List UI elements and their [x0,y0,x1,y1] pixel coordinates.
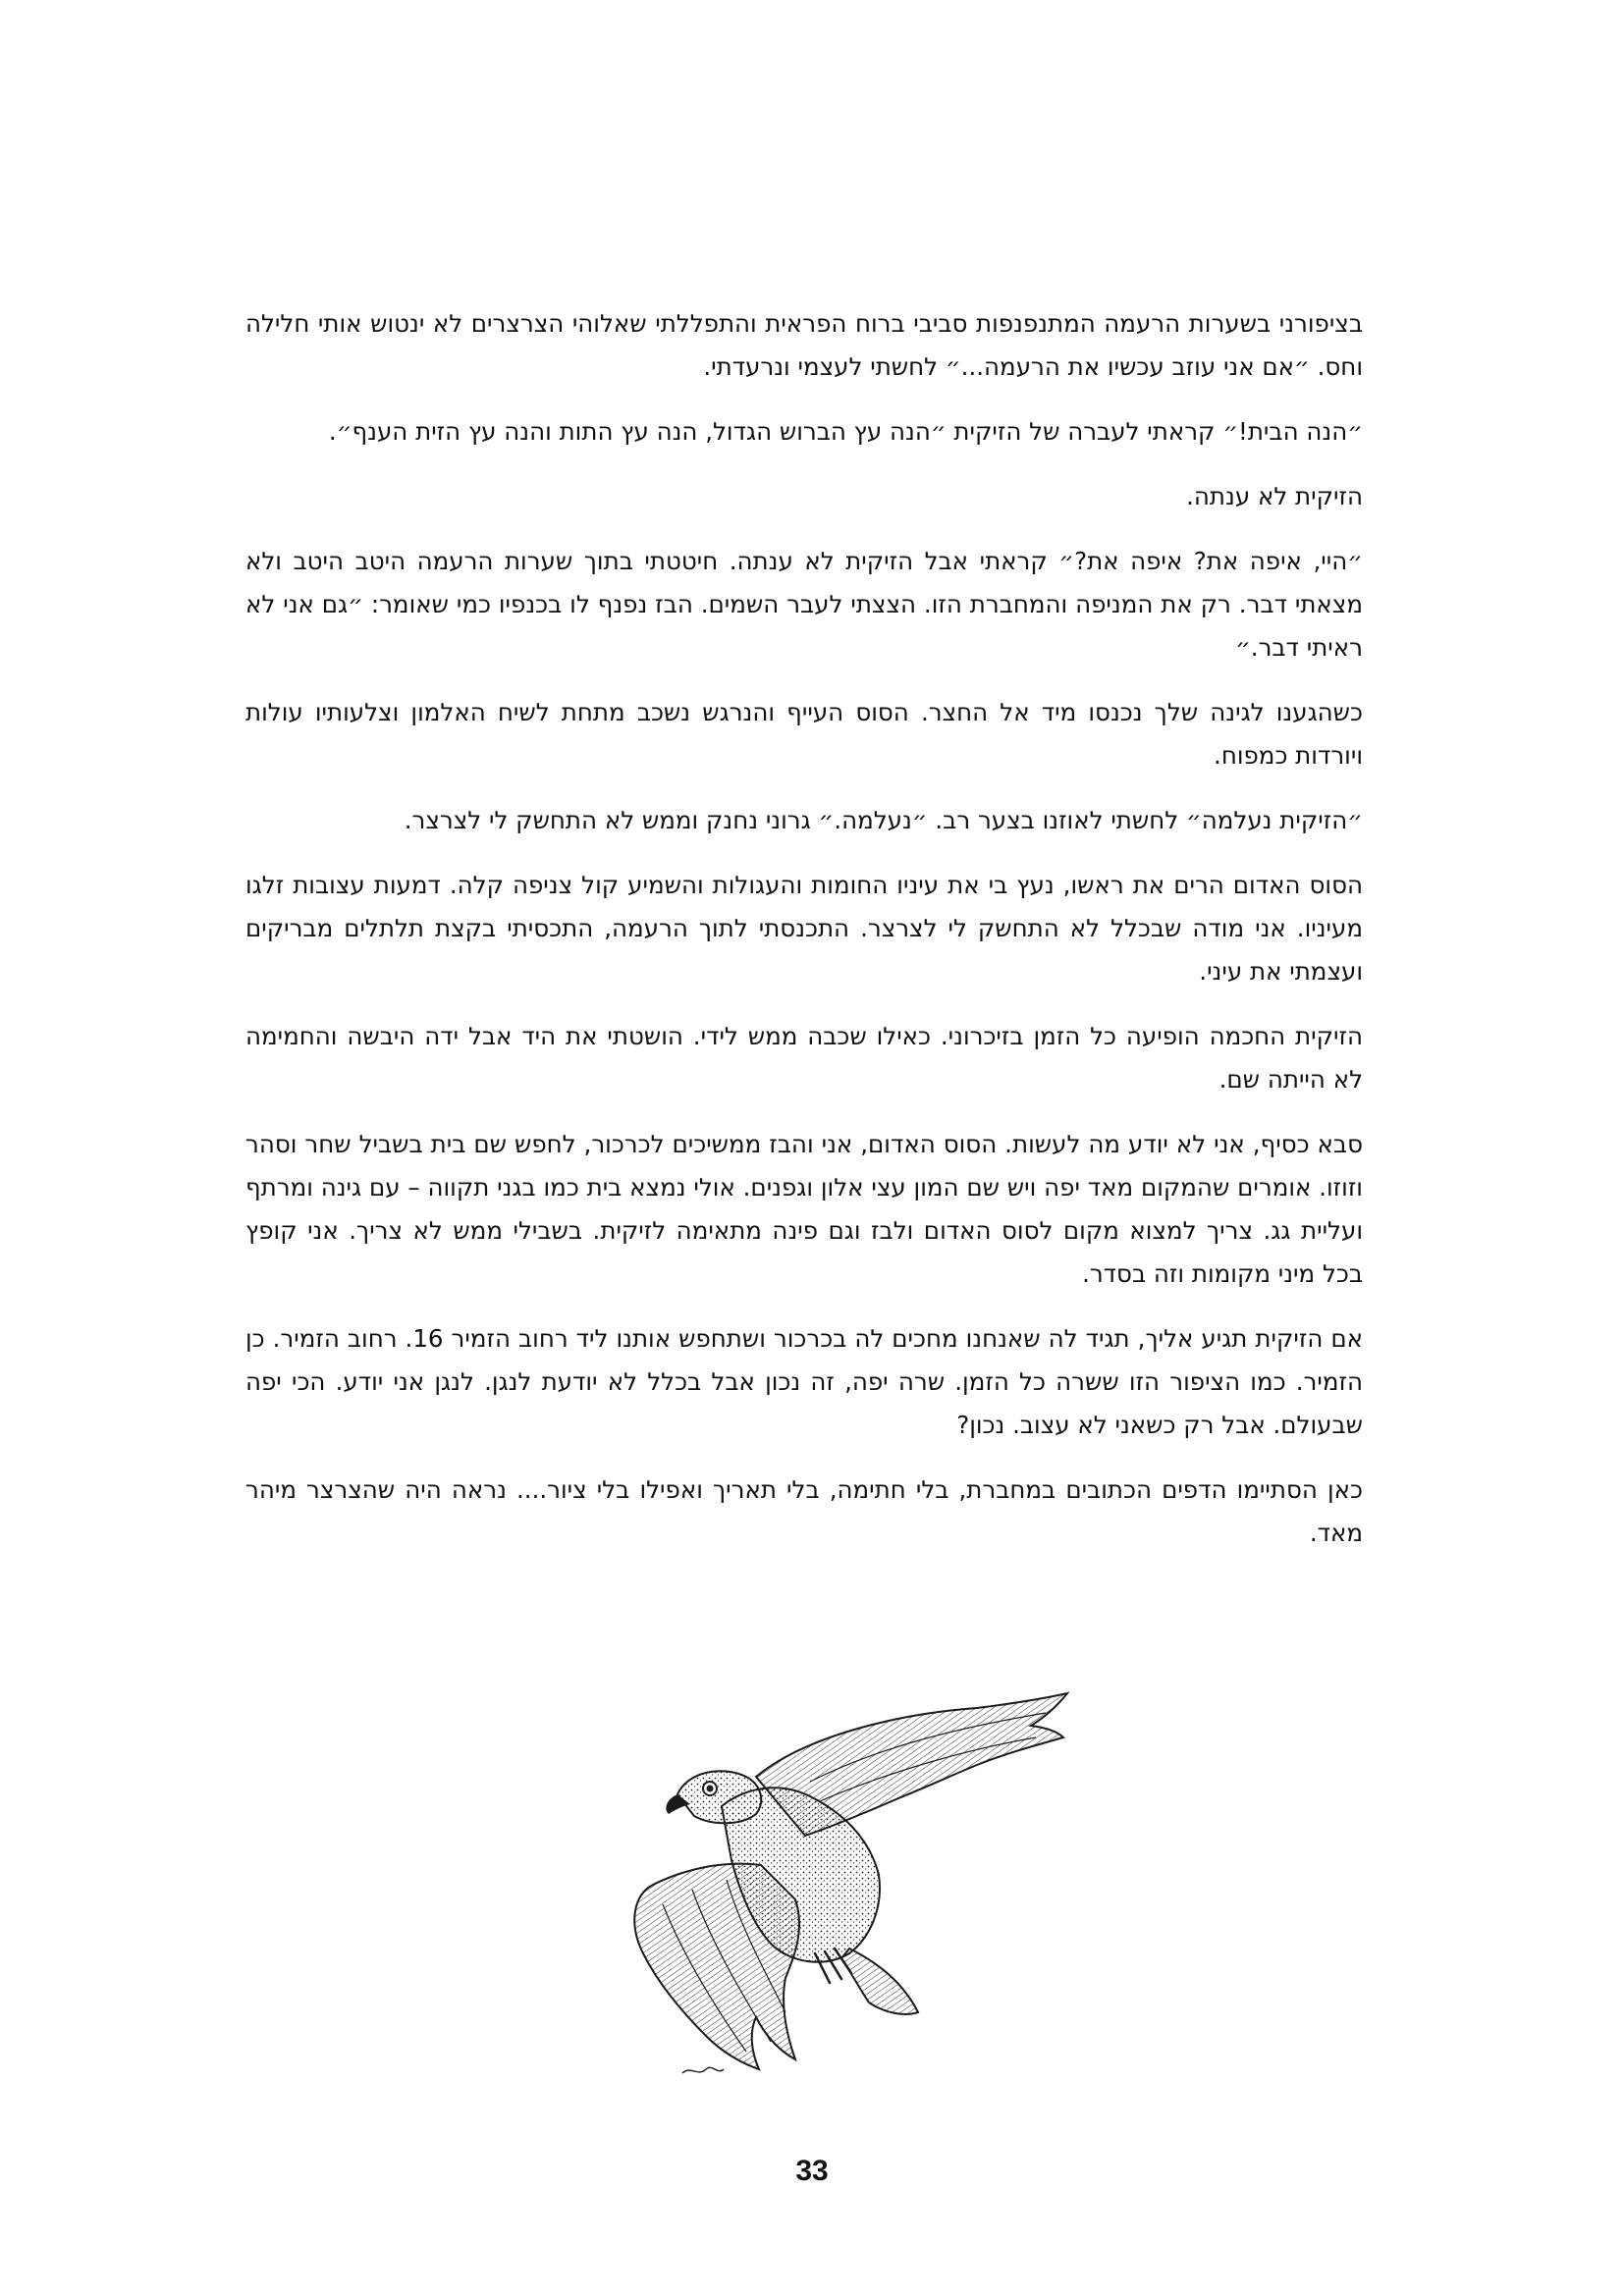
paragraph: סבא כסיף, אני לא יודע מה לעשות. הסוס האדום, אני והבז ממשיכים לכרכור, לחפש שם בית בשביל שחר וסהר וזוזו. אומרים שהמקום מאד יפה ויש שם המון עצי אלון וגפנים. אולי נמצא בית כמו בגני תקווה – עם גינה ומרתף ועליית גג. צריך למצוא מקום לסוס האדום ולבז וגם פינה מתאימה לזיקית. בשבילי ממש לא צריך. אני קופץ בכל מיני מקומות וזה בסדר. [245,1130,1363,1288]
falcon-drawing-icon [584,1688,1134,2081]
paragraph: ״הנה הבית!״ קראתי לעברה של הזיקית ״הנה עץ הברוש הגדול, הנה עץ התות והנה עץ הזית הענף״. [328,417,1363,446]
paragraph: אם הזיקית תגיע אליך, תגיד לה שאנחנו מחכים לה בכרכור ושתחפש אותנו ליד רחוב הזמיר 16. רחוב הזמיר. כן הזמיר. כמו הציפור הזו ששרה כל הזמן. שרה יפה, זה נכון אבל בכלל לא יודעת לנגן. לנגן אני יודע. הכי יפה שבעולם. אבל רק כשאני לא עצוב. נכון? [245,1324,1363,1439]
paragraph: הזיקית החכמה הופיעה כל הזמן בזיכרוני. כאילו שכבה ממש לידי. הושטתי את היד אבל ידה היבשה והחמימה לא הייתה שם. [245,1022,1363,1094]
paragraph: הסוס האדום הרים את ראשו, נעץ בי את עיניו החומות והעגולות והשמיע קול צניפה קלה. דמעות עצובות זלגו מעיניו. אני מודה שבכלל לא התחשק לי לצרצר. התכנסתי לתוך הרעמה, התכסיתי בקצת תלתלים מבריקים ועצמתי את עיני. [245,871,1363,986]
paragraph: כשהגענו לגינה שלך נכנסו מיד אל החצר. הסוס העייף והנרגש נשכב מתחת לשיח האלמון וצלעותיו עולות ויורדות כמפוח. [245,698,1363,770]
paragraph: הזיקית לא ענתה. [1186,482,1363,510]
paragraph: בציפורני בשערות הרעמה המתנפנפות סביבי ברוח הפראית והתפללתי שאלוהי הצרצרים לא ינטוש אותי חלילה וחס. ״אם אני עוזב עכשיו את הרעמה...״ לחשתי לעצמי ונרעדתי. [245,309,1363,381]
page-number: 33 [795,2155,829,2187]
paragraph: ״היי, איפה את? איפה את?״ קראתי אבל הזיקית לא ענתה. חיטטתי בתוך שערות הרעמה היטב היטב ולא מצאתי דבר. רק את המניפה והמחברת הזו. הצצתי לעבר השמים. הבז נפנף לו בכנפיו כמי שאומר: ״גם אני לא ראיתי דבר.״ [245,547,1363,662]
paragraph: ״הזיקית נעלמה״ לחשתי לאוזנו בצער רב. ״נעלמה.״ גרוני נחנק וממש לא התחשק לי לצרצר. [404,806,1363,834]
paragraph: כאן הסתיימו הדפים הכתובים במחברת, בלי חתימה, בלי תאריך ואפילו בלי ציור.... נראה היה שהצרצר מיהר מאד. [245,1475,1363,1547]
story-text [245,302,1363,1555]
